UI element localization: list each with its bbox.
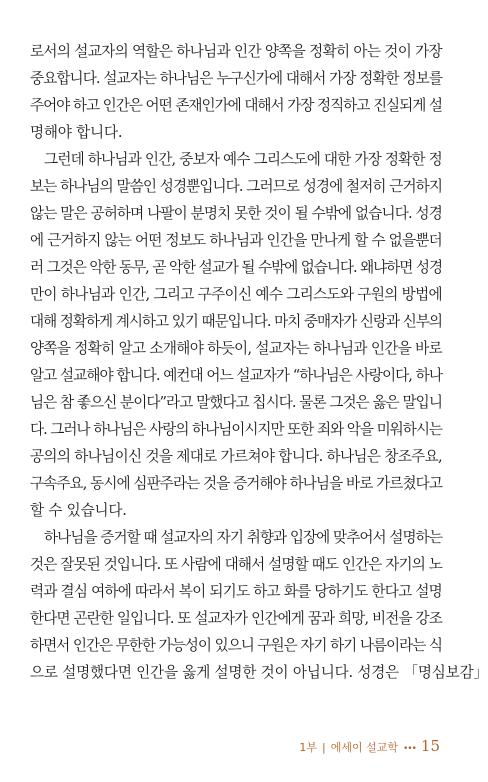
text-line: 그런데 하나님과 인간, 중보자 예수 그리스도에 대한 가장 정확한 정 bbox=[44, 151, 442, 168]
text-line: 주어야 하고 인간은 어떤 존재인가에 대해서 가장 정직하고 진실되게 설 bbox=[30, 97, 442, 114]
text-line: 명해야 합니다. bbox=[30, 124, 123, 141]
text-line: 러 그것은 악한 동무, 곧 악한 설교가 될 수밖에 없습니다. 왜냐하면 성경 bbox=[30, 259, 442, 276]
section-title: 에세이 설교학 bbox=[330, 741, 398, 754]
footer-separator: | bbox=[321, 741, 326, 754]
page-number: 15 bbox=[420, 737, 440, 755]
text-line: 공의의 하나님이신 것을 제대로 가르쳐야 합니다. 하나님은 창조주요, bbox=[30, 448, 442, 465]
text-line: 양쪽을 정확히 알고 소개해야 하듯이, 설교자는 하나님과 인간을 바로 bbox=[30, 340, 442, 357]
text-line: 하나님을 증거할 때 설교자의 자기 취향과 입장에 맞추어서 설명하는 bbox=[44, 529, 442, 546]
text-line: 한다면 곤란한 일입니다. 또 설교자가 인간에게 꿈과 희망, 비전을 강조 bbox=[30, 610, 442, 627]
text-line: 보는 하나님의 말씀인 성경뿐입니다. 그러므로 성경에 철저히 근거하지 bbox=[30, 178, 442, 195]
text-line: 하면서 인간은 무한한 가능성이 있으니 구원은 자기 하기 나름이라는 식 bbox=[30, 637, 442, 654]
paragraph bbox=[30, 146, 442, 524]
page-footer bbox=[299, 737, 440, 755]
text-line: 구속주요, 동시에 심판주라는 것을 증거해야 하나님을 바로 가르쳤다고 bbox=[30, 475, 442, 492]
text-line: 으로 설명했다면 인간을 옳게 설명한 것이 아닙니다. 성경은 「명심보감」 bbox=[30, 664, 488, 681]
paragraph bbox=[30, 524, 488, 686]
text-line: 만이 하나님과 인간, 그리고 구주이신 예수 그리스도와 구원의 방법에 bbox=[30, 286, 442, 303]
text-line: 않는 말은 공허하며 나팔이 분명치 못한 것이 될 수밖에 없습니다. 성경 bbox=[30, 205, 442, 222]
text-line: 다. 그러나 하나님은 사랑의 하나님이시지만 또한 죄와 악을 미워하시는 bbox=[30, 421, 442, 438]
text-line: 님은 참 좋으신 분이다”라고 말했다고 칩시다. 물론 그것은 옳은 말입니 bbox=[30, 394, 442, 411]
text-line: 로서의 설교자의 역할은 하나님과 인간 양쪽을 정확히 아는 것이 가장 bbox=[30, 43, 442, 60]
paragraph bbox=[30, 38, 442, 146]
text-line: 것은 잘못된 것입니다. 또 사람에 대해서 설명할 때도 인간은 자기의 노 bbox=[30, 556, 442, 573]
text-line: 중요합니다. 설교자는 하나님은 누구신가에 대해서 가장 정확한 정보를 bbox=[30, 70, 442, 87]
footer-dots: ••• bbox=[402, 744, 416, 754]
text-line: 대해 정확하게 계시하고 있기 때문입니다. 마치 중매자가 신랑과 신부의 bbox=[30, 313, 442, 330]
text-line: 력과 결심 여하에 따라서 복이 되기도 하고 화를 당하기도 한다고 설명 bbox=[30, 583, 442, 600]
text-line: 알고 설교해야 합니다. 예컨대 어느 설교자가 “하나님은 사랑이다, 하나 bbox=[30, 367, 442, 384]
part-label: 1부 bbox=[299, 741, 317, 754]
text-line: 할 수 있습니다. bbox=[30, 502, 127, 519]
page-body bbox=[30, 38, 488, 686]
text-line: 에 근거하지 않는 어떤 정보도 하나님과 인간을 만나게 할 수 없을뿐더 bbox=[30, 232, 442, 249]
